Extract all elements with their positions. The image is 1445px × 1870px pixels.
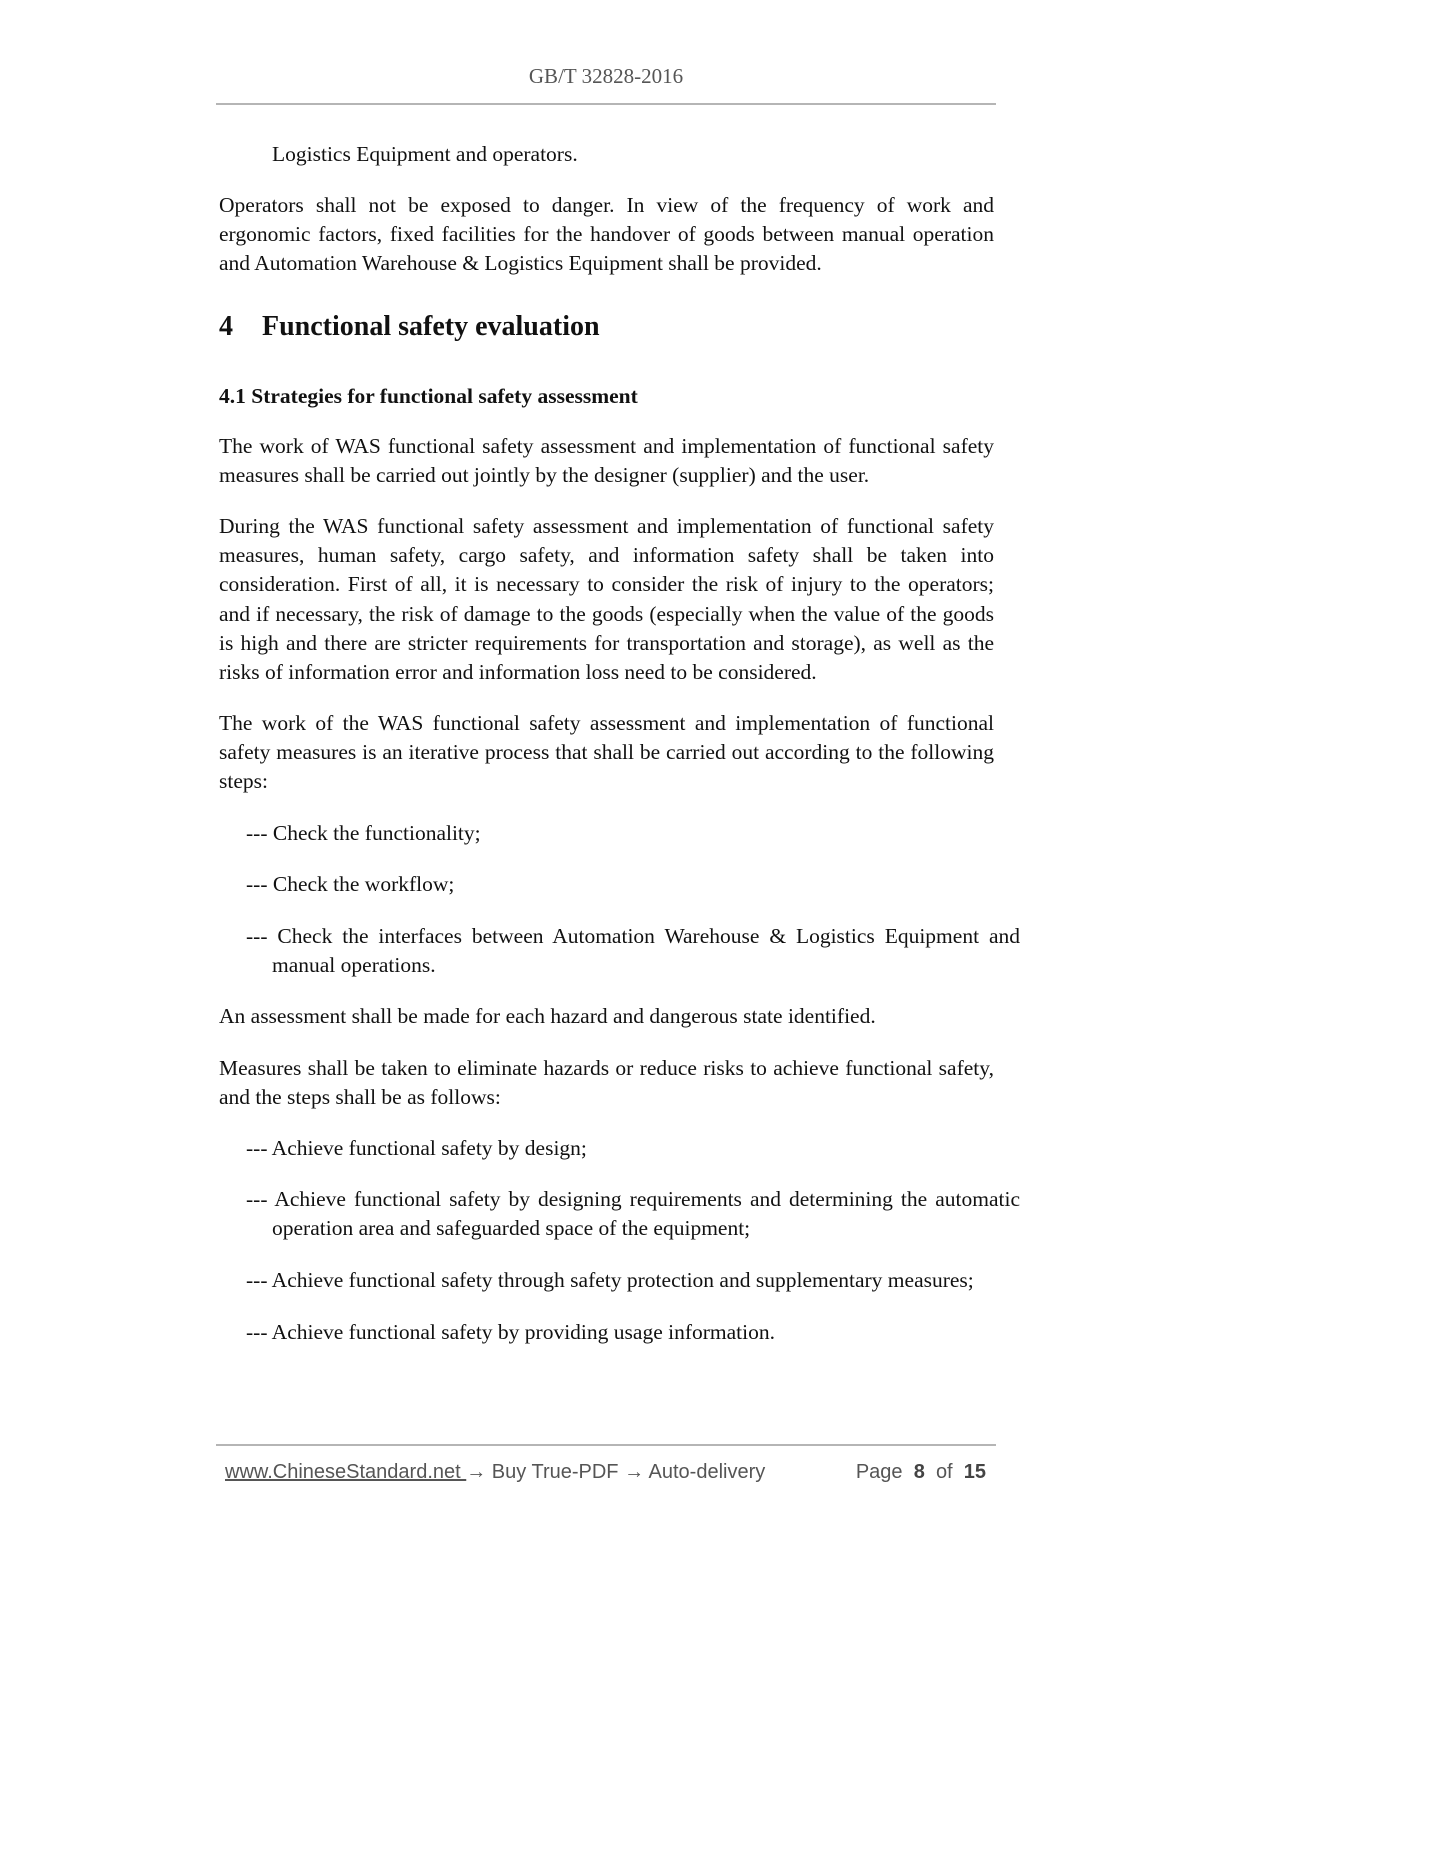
paragraph-2: During the WAS functional safety assessment and implementation of functional safety measures, human safety, cargo safety, and information safety shall be taken into consideration. First of all, it is necessary to consider the risk of injury to the operators; and if necessary, the risk of damage to the goods (especially when the value of the goods is high and there are stricter requirements for transportation and storage), as well as the risks of information error and information loss need to be considered.: [219, 514, 994, 685]
chinesestandard-link[interactable]: www.ChineseStandard.net: [225, 1461, 467, 1483]
measure-item: --- Achieve functional safety by design;: [246, 1136, 587, 1160]
measure-item: --- Achieve functional safety through safety protection and supplementary measures;: [246, 1268, 974, 1292]
page-indicator: Page 8 of 15: [855, 1461, 986, 1483]
running-header: GB/T 32828-2016: [528, 64, 684, 88]
section-4-heading: [219, 312, 600, 341]
measure-item: --- Achieve functional safety by designing requirements and determining the automatic operation area and safeguarded space of the equipment;: [246, 1187, 1020, 1241]
paragraph-3: The work of the WAS functional safety assessment and implementation of functional safety measures is an iterative process that shall be carried out according to the following steps:: [219, 711, 994, 794]
arrow-right-icon: →: [466, 1461, 487, 1483]
auto-delivery-text: Auto-delivery: [644, 1461, 766, 1483]
step-item: --- Check the workflow;: [246, 872, 455, 896]
section-title: Functional safety evaluation: [262, 311, 600, 342]
section-number: 4: [219, 311, 233, 342]
section-4-1-heading: 4.1 Strategies for functional safety assessment: [219, 384, 638, 408]
step-item: --- Check the functionality;: [246, 821, 481, 845]
header-divider: [216, 103, 996, 105]
current-page: 8: [913, 1461, 925, 1483]
paragraph-1: The work of WAS functional safety assessment and implementation of functional safety measures shall be carried out jointly by the designer (supplier) and the user.: [219, 434, 994, 488]
measure-item: --- Achieve functional safety by providing usage information.: [246, 1320, 775, 1344]
arrow-right-icon: →: [624, 1461, 645, 1483]
paragraph-5: Measures shall be taken to eliminate hazards or reduce risks to achieve functional safety, and the steps shall be as follows:: [219, 1056, 994, 1110]
footer-divider: [216, 1444, 996, 1446]
paragraph-operators: Operators shall not be exposed to danger. In view of the frequency of work and ergonomic factors, fixed facilities for the handover of goods between manual operation and Automation Warehouse & Logistics Equipment shall be provided.: [219, 193, 994, 276]
buy-true-pdf-text: Buy True-PDF: [486, 1461, 625, 1483]
step-item: --- Check the interfaces between Automation Warehouse & Logistics Equipment and manual operations.: [246, 924, 1020, 978]
total-pages: 15: [963, 1461, 986, 1483]
page-footer: [225, 1461, 990, 1484]
continuation-line: Logistics Equipment and operators.: [272, 142, 578, 166]
paragraph-4: An assessment shall be made for each hazard and dangerous state identified.: [219, 1004, 876, 1028]
